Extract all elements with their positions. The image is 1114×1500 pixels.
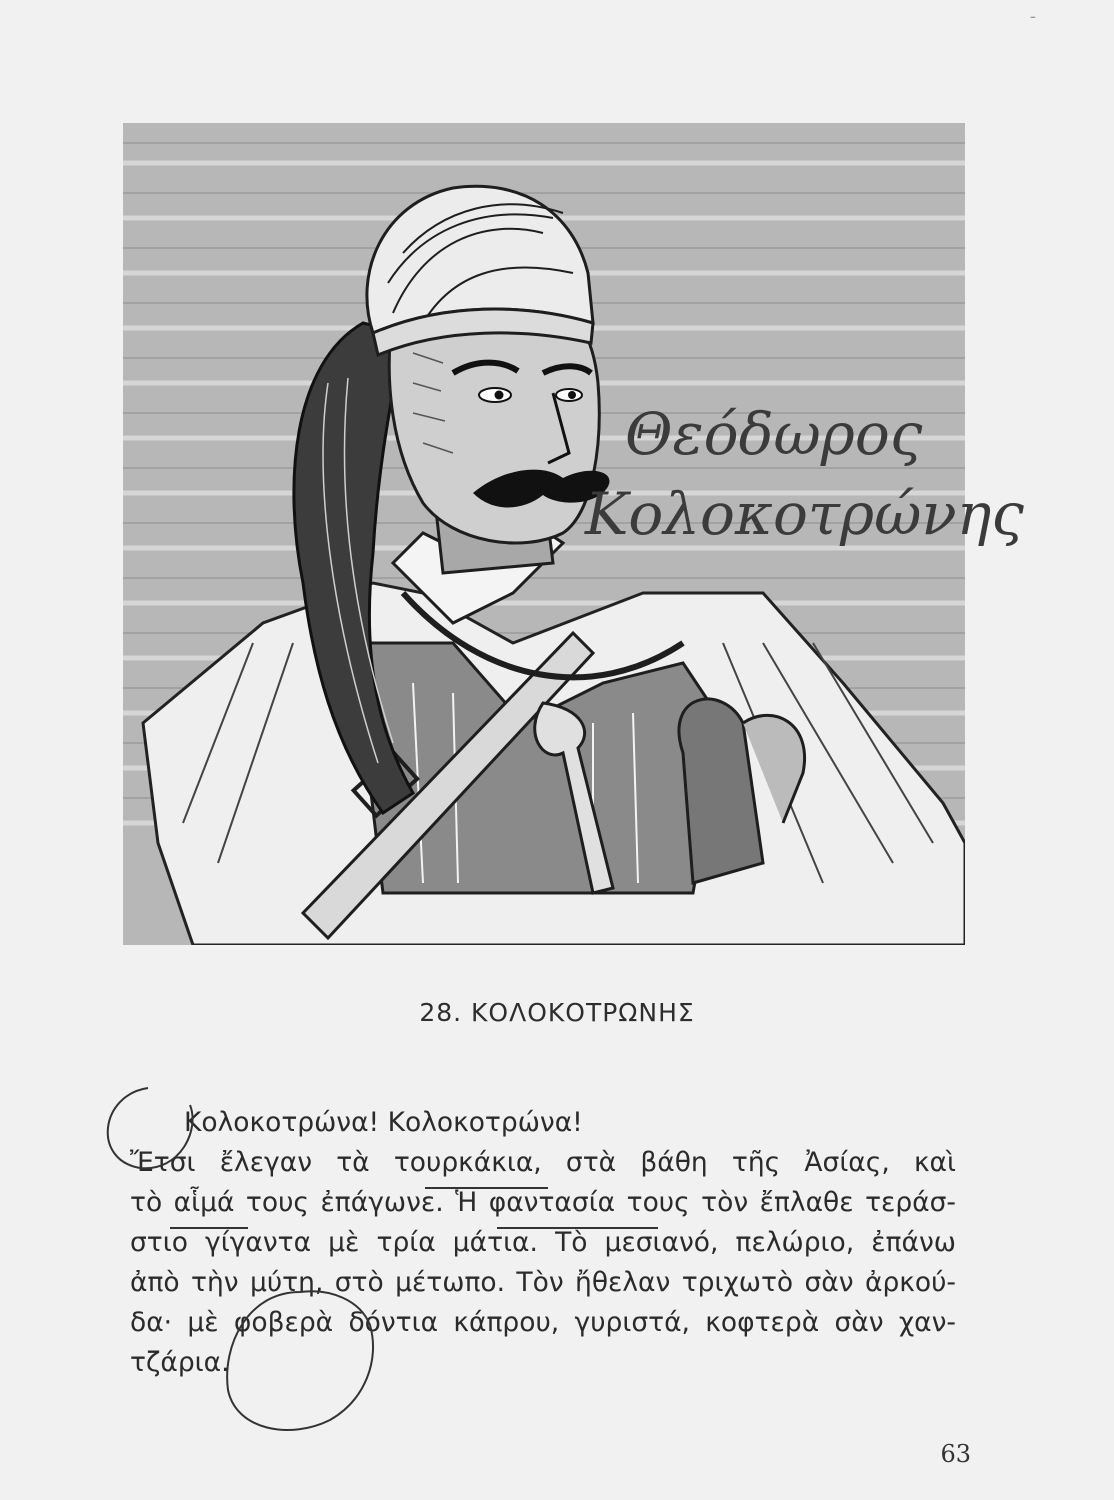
text-line: ἀπὸ τὴν μύτη, στὸ μέτωπο. Τὸν ἤθελαν τριχωτὸ σὰν ἀρκού- (130, 1267, 956, 1298)
text-line: Κολοκοτρώνα! Κολοκοτρώνα! (184, 1107, 583, 1138)
signature-first-name: Θεόδωρος (625, 400, 923, 468)
page-corner-mark: - (1029, 6, 1036, 27)
body-text (130, 1103, 956, 1383)
text-line: τὸ αἷμά τους ἐπάγωνε. Ἡ φαντασία τους τὸν ἔπλαθε τεράσ- (130, 1187, 956, 1218)
handwritten-signature (585, 400, 1024, 548)
chapter-title: 28. ΚΟΛΟΚΟΤΡΩΝΗΣ (419, 998, 695, 1027)
signature-surname: Κολοκοτρώνης (585, 480, 1024, 548)
text-line: τζάρια. (130, 1347, 230, 1378)
text-line: δα· μὲ φοβερὰ δόντια κάπρου, γυριστά, κοφτερὰ σὰν χαν- (130, 1307, 956, 1338)
text-line: Ἔτσι ἔλεγαν τὰ τουρκάκια, στὰ βάθη τῆς Ἀσίας, καὶ (130, 1147, 956, 1178)
page-number: 63 (940, 1440, 971, 1468)
text-line: στιο γίγαντα μὲ τρία μάτια. Τὸ μεσιανό, πελώριο, ἐπάνω (130, 1227, 956, 1258)
